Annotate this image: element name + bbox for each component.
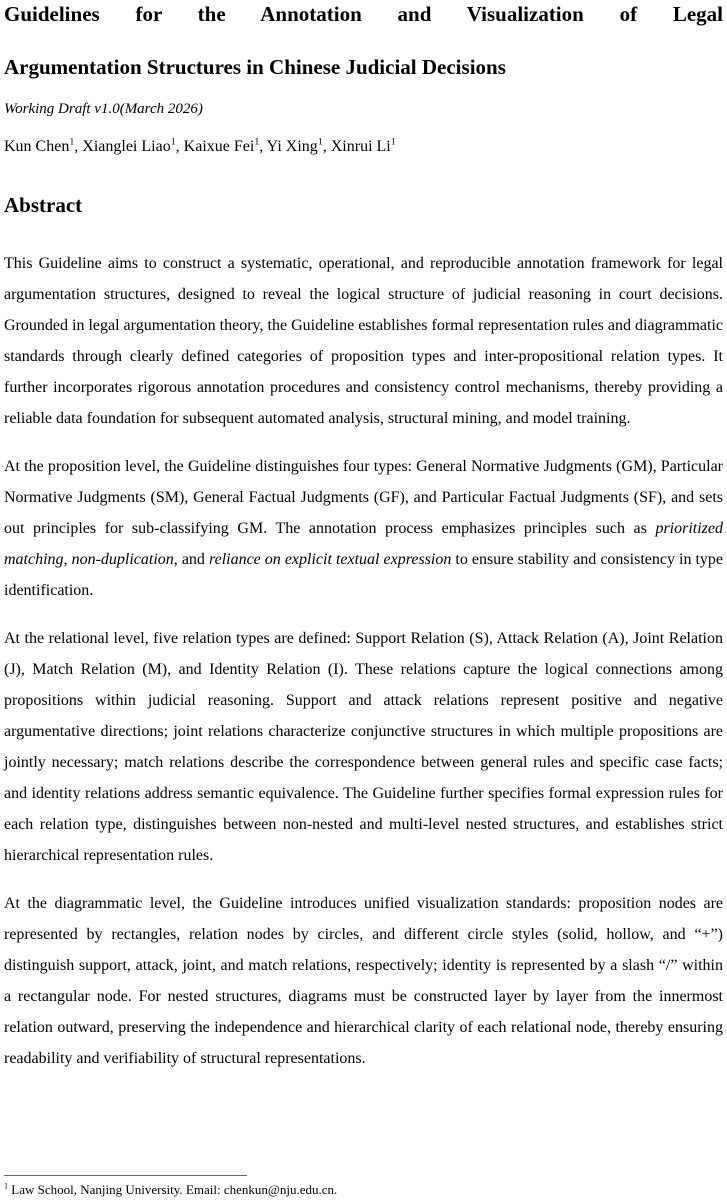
author-name: Xianglei Liao bbox=[82, 138, 171, 155]
author-separator: , bbox=[74, 138, 83, 155]
paper-title-line-2: Argumentation Structures in Chinese Judicial Decisions bbox=[4, 55, 506, 79]
abstract-paragraph-3: At the relational level, five relation types are defined: Support Relation (S), Attack Relation (A), Joint Relation (J), Match Relation (M), and Identity Relation (I). These relations capture the logical connections among propositions within judicial reasoning. Support and attack relations represent positive and negative argumentative directions; joint relations characterize conjunctive structures in which multiple propositions are jointly necessary; match relations describe the correspondence between general rules and specific case facts; and identity relations address semantic equivalence. The Guideline further specifies formal expression rules for each relation type, distinguishes between non-nested and multi-level nested structures, and establishes strict hierarchical representation rules. bbox=[4, 630, 723, 864]
paragraph-text: , bbox=[63, 551, 72, 568]
author-separator: , bbox=[259, 138, 267, 155]
authors-line bbox=[4, 137, 723, 157]
footnote bbox=[4, 1181, 723, 1198]
footnote-mark: 1 bbox=[4, 1181, 9, 1191]
emphasis-term: prioritized matching bbox=[4, 520, 723, 568]
paper-title bbox=[4, 2, 723, 79]
emphasis-term: non-duplication bbox=[71, 551, 174, 568]
paragraph-text: to ensure stability and consistency in type identification. bbox=[4, 551, 724, 599]
author-affiliation-mark: 1 bbox=[170, 136, 176, 148]
author-separator: , bbox=[175, 138, 184, 155]
emphasis-term: reliance on explicit textual expression bbox=[208, 551, 452, 568]
paper-title-line-1: Guidelines for the Annotation and Visualization of Legal bbox=[4, 2, 723, 26]
abstract-heading: Abstract bbox=[4, 193, 83, 217]
footnote-area bbox=[4, 1169, 723, 1198]
abstract-paragraph-2 bbox=[4, 451, 723, 606]
author-name: Yi Xing bbox=[266, 138, 318, 155]
paragraph-text: , and bbox=[173, 551, 209, 568]
paragraph-text: At the proposition level, the Guideline distinguishes four types: General Normative Judgments (GM), Particular Normative Judgments (SM), General Factual Judgments (GF), and Particular Factual Judgments (SF), and sets out principles for sub-classifying GM. The annotation process emphasizes principles such as bbox=[4, 458, 723, 537]
author-name: Kun Chen bbox=[4, 138, 70, 155]
author-affiliation-mark: 1 bbox=[254, 136, 260, 148]
author-name: Kaixue Fei bbox=[183, 138, 255, 155]
footnote-divider bbox=[4, 1175, 247, 1176]
author-name: Xinrui Li bbox=[330, 138, 391, 155]
abstract-paragraph-4: At the diagrammatic level, the Guideline introduces unified visualization standards: proposition nodes are represented by rectangles, relation nodes by circles, and different circle styles (solid, hollow, and “+”) distinguish support, attack, joint, and match relations, respectively; identity is represented by a slash “/” within a rectangular node. For nested structures, diagrams must be constructed layer by layer from the innermost relation outward, preserving the independence and hierarchical clarity of each relational node, thereby ensuring readability and verifiability of structural representations. bbox=[4, 895, 723, 1067]
author-separator: , bbox=[322, 138, 331, 155]
author-affiliation-mark: 1 bbox=[69, 136, 75, 148]
author-affiliation-mark: 1 bbox=[390, 136, 396, 148]
author-affiliation-mark: 1 bbox=[317, 136, 323, 148]
footnote-text: Law School, Nanjing University. Email: chenkun@nju.edu.cn. bbox=[8, 1182, 338, 1197]
draft-version-note: Working Draft v1.0(March 2026) bbox=[4, 101, 203, 117]
abstract-paragraph-1: This Guideline aims to construct a systematic, operational, and reproducible annotation framework for legal argumentation structures, designed to reveal the logical structure of judicial reasoning in court decisions. Grounded in legal argumentation theory, the Guideline establishes formal representation rules and diagrammatic standards through clearly defined categories of proposition types and inter-propositional relation types. It further incorporates rigorous annotation procedures and consistency control mechanisms, thereby providing a reliable data foundation for subsequent automated analysis, structural mining, and model training. bbox=[4, 255, 723, 427]
